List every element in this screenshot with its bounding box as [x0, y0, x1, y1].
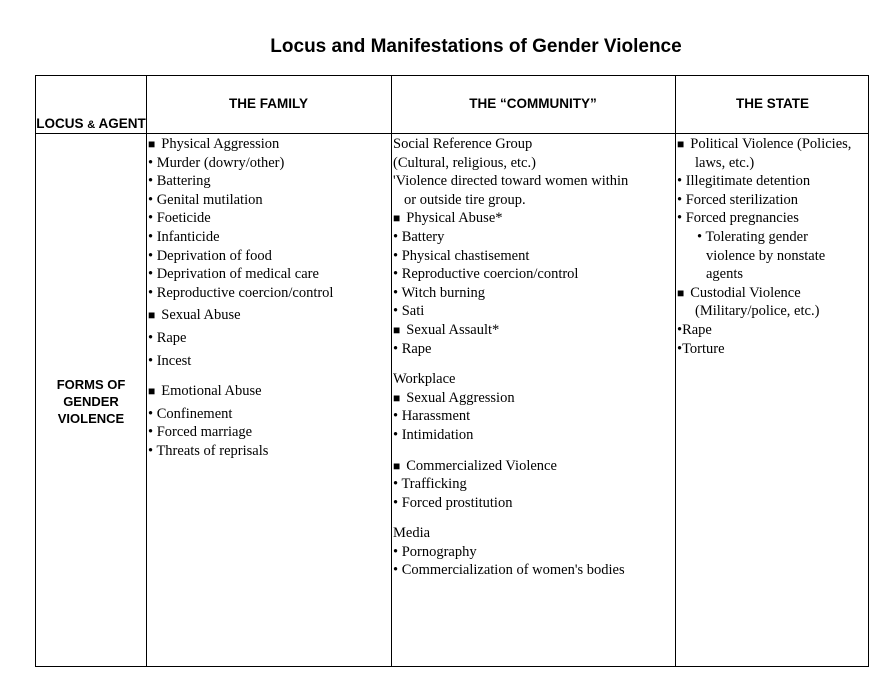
list-item — [677, 340, 851, 359]
list-item-text: Forced sterilization — [685, 191, 799, 208]
community-violence-text: 'Violence directed toward women within — [393, 173, 629, 190]
bullet-icon: • — [148, 247, 154, 264]
list-item-text: Illegitimate detention — [685, 173, 811, 190]
list-item-text: Forced marriage — [156, 424, 253, 441]
list-item-text: Pornography — [401, 543, 477, 560]
list-item-text: Forced prostitution — [401, 494, 513, 511]
bullet-icon: • — [148, 352, 154, 369]
community-srg-heading: Social Reference Group — [393, 136, 533, 152]
list-item — [393, 494, 628, 513]
list-item-nested — [677, 228, 851, 247]
bullet-icon: • — [677, 173, 683, 190]
square-bullet-icon: ■ — [393, 322, 401, 337]
bullet-icon: • — [393, 494, 399, 511]
bullet-icon: • — [148, 210, 154, 227]
square-bullet-icon: ■ — [677, 285, 685, 300]
list-item — [393, 543, 628, 562]
bullet-icon: • — [677, 210, 683, 227]
bullet-icon: • — [393, 303, 399, 320]
state-custodial-label-cont: (Military/police, etc.) — [695, 303, 820, 320]
bullet-icon: • — [148, 284, 154, 301]
list-item-text: Physical chastisement — [401, 247, 530, 264]
list-item-text: Rape — [156, 329, 187, 346]
list-item — [148, 265, 333, 284]
list-item-text: Genital mutilation — [156, 191, 263, 208]
list-item — [677, 321, 851, 340]
list-item-text: Foeticide — [156, 210, 211, 227]
list-item-text: Witch burning — [401, 284, 486, 301]
column-divider — [675, 76, 676, 666]
state-political-heading — [677, 135, 851, 154]
list-item — [148, 405, 333, 424]
row-label-line: FORMS OF — [56, 377, 126, 392]
list-item — [677, 191, 851, 210]
community-workplace-sub-label: Sexual Aggression — [406, 389, 515, 406]
family-emotional-heading — [148, 382, 333, 401]
page-title: Locus and Manifestations of Gender Violence — [270, 36, 682, 57]
list-item-text: Infanticide — [156, 228, 220, 245]
community-physical-heading — [393, 209, 628, 228]
list-item — [393, 407, 628, 426]
family-sexual-label: Sexual Abuse — [161, 307, 241, 324]
list-item-text: Tolerating gender — [705, 228, 808, 245]
square-bullet-icon: ■ — [393, 390, 401, 405]
community-violence-text: or outside tire group. — [404, 191, 526, 208]
family-sexual-heading — [148, 306, 333, 325]
square-bullet-icon: ■ — [148, 384, 156, 399]
list-item — [393, 340, 628, 359]
bullet-icon: • — [148, 228, 154, 245]
list-item-text: Deprivation of medical care — [156, 266, 319, 283]
list-item-text-cont: violence by nonstate — [706, 247, 826, 264]
bullet-icon: • — [148, 191, 154, 208]
header-amp: & — [87, 119, 96, 131]
list-item — [677, 209, 851, 228]
square-bullet-icon: ■ — [393, 211, 401, 226]
list-item-text: Sati — [401, 303, 425, 320]
header-divider — [36, 133, 868, 134]
community-workplace-subheading — [393, 389, 628, 408]
bullet-icon: • — [148, 405, 154, 422]
list-item-text: Rape — [682, 321, 712, 338]
list-item — [677, 172, 851, 191]
list-item — [393, 284, 628, 303]
bullet-icon: • — [148, 329, 154, 346]
square-bullet-icon: ■ — [677, 137, 685, 151]
list-item-text: Intimidation — [401, 426, 474, 443]
bullet-icon: • — [393, 340, 399, 357]
bullet-icon: • — [393, 228, 399, 245]
bullet-icon: • — [393, 408, 399, 425]
bullet-icon: • — [148, 442, 154, 459]
community-media-heading: Media — [393, 525, 431, 542]
list-item-text: Rape — [401, 340, 432, 357]
family-emotional-label: Emotional Abuse — [161, 383, 262, 400]
list-item — [393, 475, 628, 494]
bullet-icon: • — [148, 266, 154, 283]
bullet-icon: • — [393, 476, 399, 493]
header-family: THE FAMILY — [228, 96, 308, 111]
list-item — [148, 442, 333, 461]
list-item-text-cont: agents — [706, 266, 744, 283]
list-item-text: Threats of reprisals — [156, 442, 269, 459]
bullet-icon: • — [393, 247, 399, 264]
list-item-text: Torture — [682, 340, 725, 357]
list-item-text: Incest — [156, 352, 192, 369]
list-item — [148, 172, 333, 191]
column-divider — [146, 76, 147, 666]
list-item — [148, 352, 333, 371]
column-divider — [391, 76, 392, 666]
list-item — [393, 561, 628, 580]
bullet-icon: • — [677, 321, 683, 338]
community-workplace-heading: Workplace — [393, 371, 456, 388]
list-item — [148, 209, 333, 228]
community-commercial-heading — [393, 457, 628, 476]
bullet-icon: • — [393, 543, 399, 560]
header-agent-text: AGENT — [98, 116, 146, 131]
family-column — [148, 135, 333, 461]
bullet-icon: • — [148, 424, 154, 441]
bullet-icon: • — [393, 426, 399, 443]
bullet-icon: • — [697, 228, 703, 245]
list-item — [148, 284, 333, 303]
list-item-text: Reproductive coercion/control — [156, 284, 334, 301]
bullet-icon: • — [677, 340, 683, 357]
list-item-text: Reproductive coercion/control — [401, 266, 579, 283]
square-bullet-icon: ■ — [148, 137, 156, 151]
header-locus-text: LOCUS — [36, 116, 84, 131]
header-state: THE STATE — [736, 96, 809, 111]
row-label-line: VIOLENCE — [57, 411, 125, 426]
header-community: THE “COMMUNITY” — [469, 96, 597, 111]
bullet-icon: • — [677, 191, 683, 208]
family-physical-heading — [148, 135, 333, 154]
family-physical-label: Physical Aggression — [161, 136, 280, 152]
list-item — [148, 329, 333, 348]
community-column — [393, 135, 628, 580]
bullet-icon: • — [148, 173, 154, 190]
gender-violence-table — [35, 75, 869, 667]
list-item — [148, 191, 333, 210]
state-political-label-cont: laws, etc.) — [695, 154, 755, 171]
square-bullet-icon: ■ — [393, 458, 401, 473]
list-item — [393, 247, 628, 266]
community-sexual-label: Sexual Assault* — [406, 321, 500, 338]
list-item — [393, 426, 628, 445]
row-label-line: GENDER — [63, 394, 119, 409]
list-item — [148, 154, 333, 173]
bullet-icon: • — [393, 266, 399, 283]
list-item-text: Trafficking — [401, 476, 467, 493]
bullet-icon: • — [393, 562, 399, 579]
community-physical-label: Physical Abuse* — [406, 210, 503, 227]
row-label-forms — [36, 376, 146, 427]
list-item-text: Murder (dowry/other) — [156, 154, 285, 171]
list-item — [393, 228, 628, 247]
list-item — [393, 265, 628, 284]
bullet-icon: • — [393, 284, 399, 301]
bullet-icon: • — [148, 154, 154, 171]
list-item-text: Battery — [401, 228, 445, 245]
community-sexual-heading — [393, 321, 628, 340]
state-political-label: Political Violence (Policies, — [690, 136, 852, 152]
list-item — [148, 228, 333, 247]
header-locus-agent — [36, 116, 146, 131]
state-custodial-label: Custodial Violence — [690, 284, 801, 301]
list-item — [148, 423, 333, 442]
list-item — [393, 302, 628, 321]
list-item-text: Forced pregnancies — [685, 210, 799, 227]
list-item-text: Battering — [156, 173, 211, 190]
state-custodial-heading — [677, 284, 851, 303]
community-srg-subheading: (Cultural, religious, etc.) — [393, 154, 536, 171]
state-column — [677, 135, 851, 358]
list-item-text: Confinement — [156, 405, 233, 422]
list-item-text: Deprivation of food — [156, 247, 272, 264]
square-bullet-icon: ■ — [148, 308, 156, 323]
list-item-text: Commercialization of women's bodies — [401, 562, 625, 579]
list-item-text: Harassment — [401, 408, 471, 425]
community-commercial-label: Commercialized Violence — [406, 457, 557, 474]
list-item — [148, 247, 333, 266]
